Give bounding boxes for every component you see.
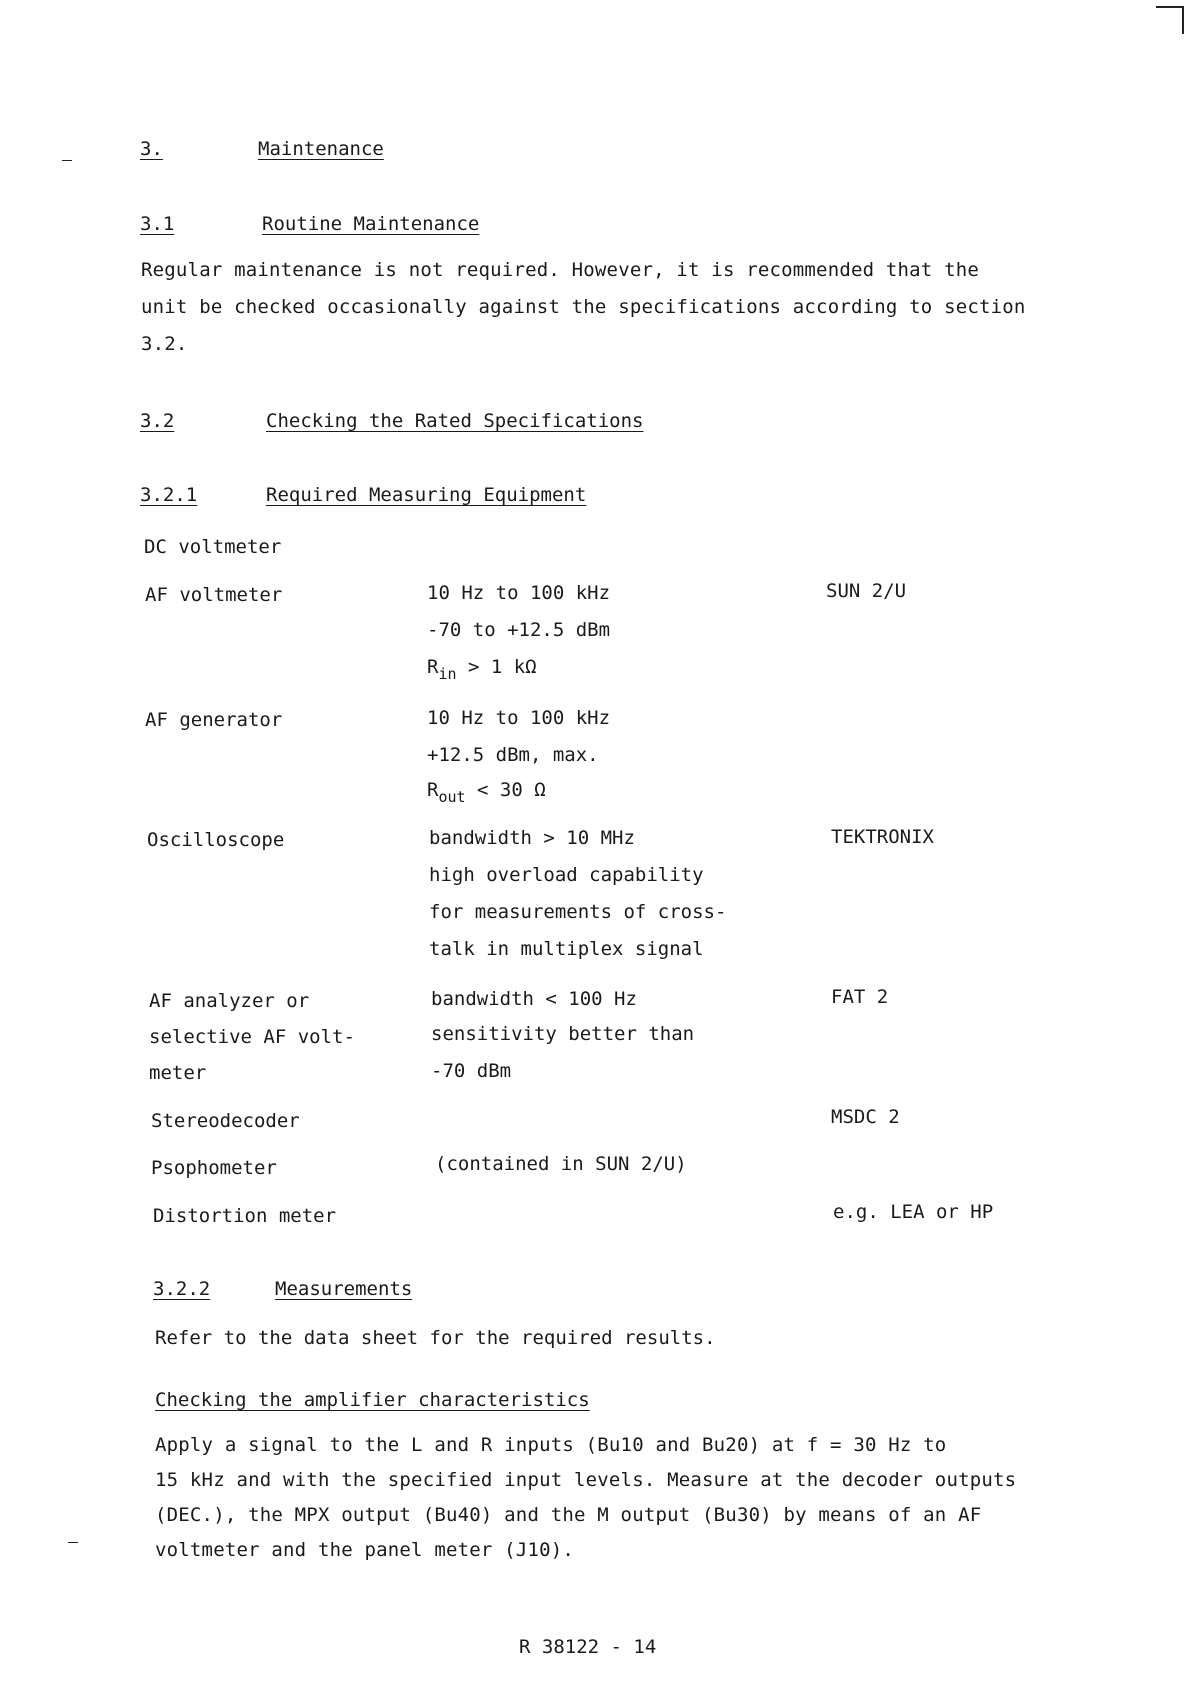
- section-3-2-1-heading: [140, 484, 586, 506]
- section-3-heading: [140, 138, 384, 160]
- equipment-name: AF generator: [145, 709, 283, 731]
- equipment-name: Distortion meter: [153, 1205, 337, 1227]
- paragraph-line: (DEC.), the MPX output (Bu40) and the M output (Bu30) by means of an AF: [155, 1504, 982, 1526]
- equipment-name: AF voltmeter: [145, 584, 283, 606]
- equipment-model: MSDC 2: [831, 1106, 900, 1128]
- section-number: 3.2.1: [140, 484, 198, 506]
- corner-mark-vertical: [1182, 6, 1184, 34]
- page-reference: R 38122 - 14: [519, 1636, 657, 1658]
- equipment-name: AF analyzer or: [149, 990, 310, 1012]
- equipment-spec: talk in multiplex signal: [429, 938, 704, 960]
- amplifier-subheading: Checking the amplifier characteristics: [155, 1389, 590, 1411]
- section-3-2-heading: [140, 410, 644, 432]
- equipment-name: Oscilloscope: [147, 829, 285, 851]
- resistance-symbol: R: [427, 779, 439, 801]
- measurements-paragraph: Refer to the data sheet for the required results.: [155, 1327, 716, 1349]
- section-title: Maintenance: [258, 138, 384, 160]
- equipment-spec-rout: [427, 779, 546, 806]
- corner-mark-horizontal: [1156, 6, 1184, 8]
- paragraph-line: Regular maintenance is not required. However, it is recommended that the: [141, 259, 980, 281]
- section-number: 3.: [140, 138, 163, 160]
- equipment-name: Stereodecoder: [151, 1110, 300, 1132]
- section-number: 3.2.2: [153, 1278, 211, 1300]
- equipment-spec: +12.5 dBm, max.: [427, 744, 599, 766]
- equipment-name: selective AF volt-: [149, 1026, 355, 1048]
- left-margin-dash: [68, 1542, 78, 1543]
- resistance-subscript: in: [438, 665, 457, 683]
- equipment-spec: (contained in SUN 2/U): [435, 1153, 687, 1175]
- equipment-spec: for measurements of cross-: [429, 901, 727, 923]
- section-title: Routine Maintenance: [262, 213, 480, 235]
- equipment-spec: -70 dBm: [431, 1060, 512, 1082]
- paragraph-line: unit be checked occasionally against the specifications according to section: [141, 296, 1026, 318]
- equipment-name: Psophometer: [151, 1157, 277, 1179]
- section-number: 3.2: [140, 410, 175, 432]
- equipment-spec: sensitivity better than: [431, 1023, 695, 1045]
- left-margin-dash: [62, 160, 72, 161]
- equipment-model: e.g. LEA or HP: [833, 1201, 994, 1223]
- section-title: Measurements: [275, 1278, 413, 1300]
- paragraph-line: 3.2.: [141, 333, 188, 355]
- section-title: Required Measuring Equipment: [266, 484, 587, 506]
- equipment-spec: bandwidth > 10 MHz: [429, 827, 635, 849]
- section-number: 3.1: [140, 213, 175, 235]
- section-3-2-2-heading: [153, 1278, 412, 1300]
- equipment-spec: 10 Hz to 100 kHz: [427, 707, 611, 729]
- equipment-model: SUN 2/U: [826, 580, 907, 602]
- equipment-spec: 10 Hz to 100 kHz: [427, 582, 611, 604]
- resistance-subscript: out: [438, 788, 466, 806]
- paragraph-line: 15 kHz and with the specified input levels. Measure at the decoder outputs: [155, 1469, 1017, 1491]
- section-title: Checking the Rated Specifications: [266, 410, 644, 432]
- section-3-1-heading: [140, 213, 479, 235]
- equipment-model: TEKTRONIX: [831, 826, 934, 848]
- routine-maintenance-paragraph: [141, 252, 1026, 363]
- equipment-spec: -70 to +12.5 dBm: [427, 619, 611, 641]
- equipment-spec-rin: [427, 656, 537, 683]
- equipment-name: meter: [149, 1062, 207, 1084]
- amplifier-paragraph: [155, 1428, 1016, 1568]
- paragraph-line: Apply a signal to the L and R inputs (Bu10 and Bu20) at f = 30 Hz to: [155, 1434, 947, 1456]
- equipment-spec: high overload capability: [429, 864, 704, 886]
- resistance-value: < 30 Ω: [477, 779, 546, 801]
- equipment-spec: bandwidth < 100 Hz: [431, 988, 637, 1010]
- paragraph-line: voltmeter and the panel meter (J10).: [155, 1539, 575, 1561]
- equipment-name: DC voltmeter: [144, 536, 282, 558]
- resistance-symbol: R: [427, 656, 439, 678]
- equipment-model: FAT 2: [831, 986, 889, 1008]
- resistance-value: > 1 kΩ: [467, 656, 537, 678]
